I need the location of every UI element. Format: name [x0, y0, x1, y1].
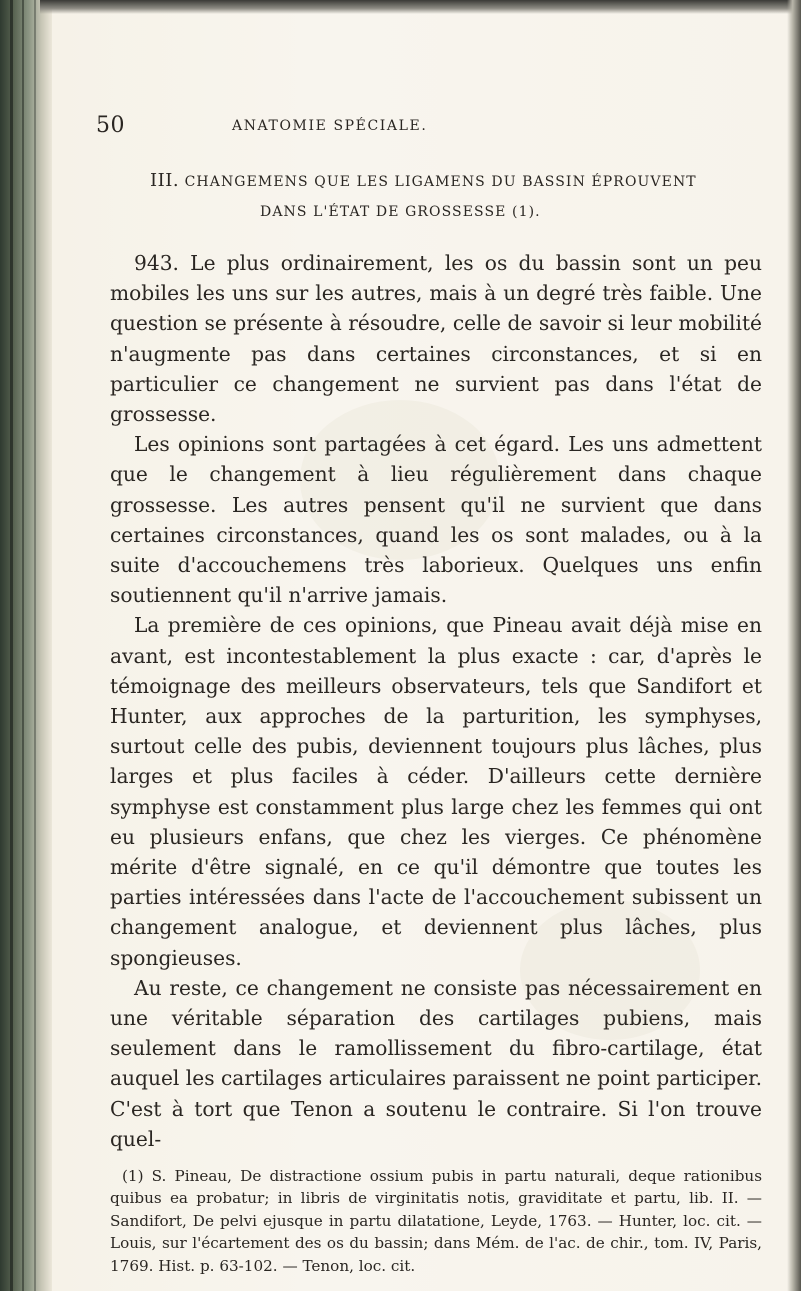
section-title-line2: DANS L'ÉTAT DE GROSSESSE (1).: [260, 204, 541, 220]
paragraph: La première de ces opinions, que Pineau avait déjà mise en avant, est incontestablement la plus exacte : car, d'après le témoignage des meilleurs observateurs, tels que Sandifort et Hunter, aux approches de la parturition, les symphyses, surtout celle des pubis, deviennent toujours plus lâches, plus larges et plus faciles à céder. D'ailleurs cette dernière symphyse est constamment plus large chez les femmes qui ont eu plusieurs enfans, que chez les vierges. Ce phénomène mérite d'être signalé, en ce qu'il démontre que toutes les parties intéressées dans l'acte de l'accouchement subissent un changement analogue, et deviennent plus lâches, plus spongieuses.: [110, 613, 762, 970]
paragraph: Les opinions sont partagées à cet égard. Les uns admettent que le changement à lieu régulièrement dans chaque grossesse. Les autres pensent qu'il ne survient que dans certaines circonstances, quand les os sont malades, ou à la suite d'accouchemens très laborieux. Quelques uns enfin soutiennent qu'il n'arrive jamais.: [110, 432, 762, 608]
running-head: ANATOMIE SPÉCIALE.: [232, 118, 428, 134]
page-header: [96, 113, 756, 143]
spine-stripe: [22, 0, 24, 1291]
section-title-line1: CHANGEMENS QUE LES LIGAMENS DU BASSIN ÉPROUVENT: [184, 174, 697, 190]
paragraph: 943. Le plus ordinairement, les os du bassin sont un peu mobiles les uns sur les autres, mais à un degré très faible. Une question se présente à résoudre, celle de savoir si leur mobilité n'augmente pas dans certaines circonstances, et si en particulier ce changement ne survient pas dans l'état de grossesse.: [110, 251, 762, 427]
page-top-edge: [40, 0, 801, 14]
page-right-edge: [787, 0, 801, 1291]
footnotes: [110, 1165, 762, 1277]
book-spine-gutter: [0, 0, 52, 1291]
section-numeral: III.: [150, 170, 180, 191]
spine-stripe: [34, 0, 36, 1291]
paragraph: Au reste, ce changement ne consiste pas nécessairement en une véritable séparation des cartilages pubiens, mais seulement dans le ramollissement du fibro-cartilage, état auquel les cartilages articulaires paraissent ne point participer. C'est à tort que Tenon a soutenu le contraire. Si l'on trouve quel-: [110, 975, 762, 1151]
body-text: [110, 248, 762, 1154]
section-heading: [150, 166, 710, 227]
spine-stripe: [10, 0, 13, 1291]
footnote: (1) S. Pineau, De distractione ossium pubis in partu naturali, deque rationibus quibus ea probatur; in libris de virginitatis notis, graviditate et partu, lib. II. — Sandifort, De pelvi ejusque in partu dilatatione, Leyde, 1763. — Hunter, loc. cit. — Louis, sur l'écartement des os du bassin; dans Mém. de l'ac. de chir., tom. IV, Paris, 1769. Hist. p. 63-102. — Tenon, loc. cit.: [110, 1167, 762, 1275]
page-number: 50: [96, 113, 125, 138]
